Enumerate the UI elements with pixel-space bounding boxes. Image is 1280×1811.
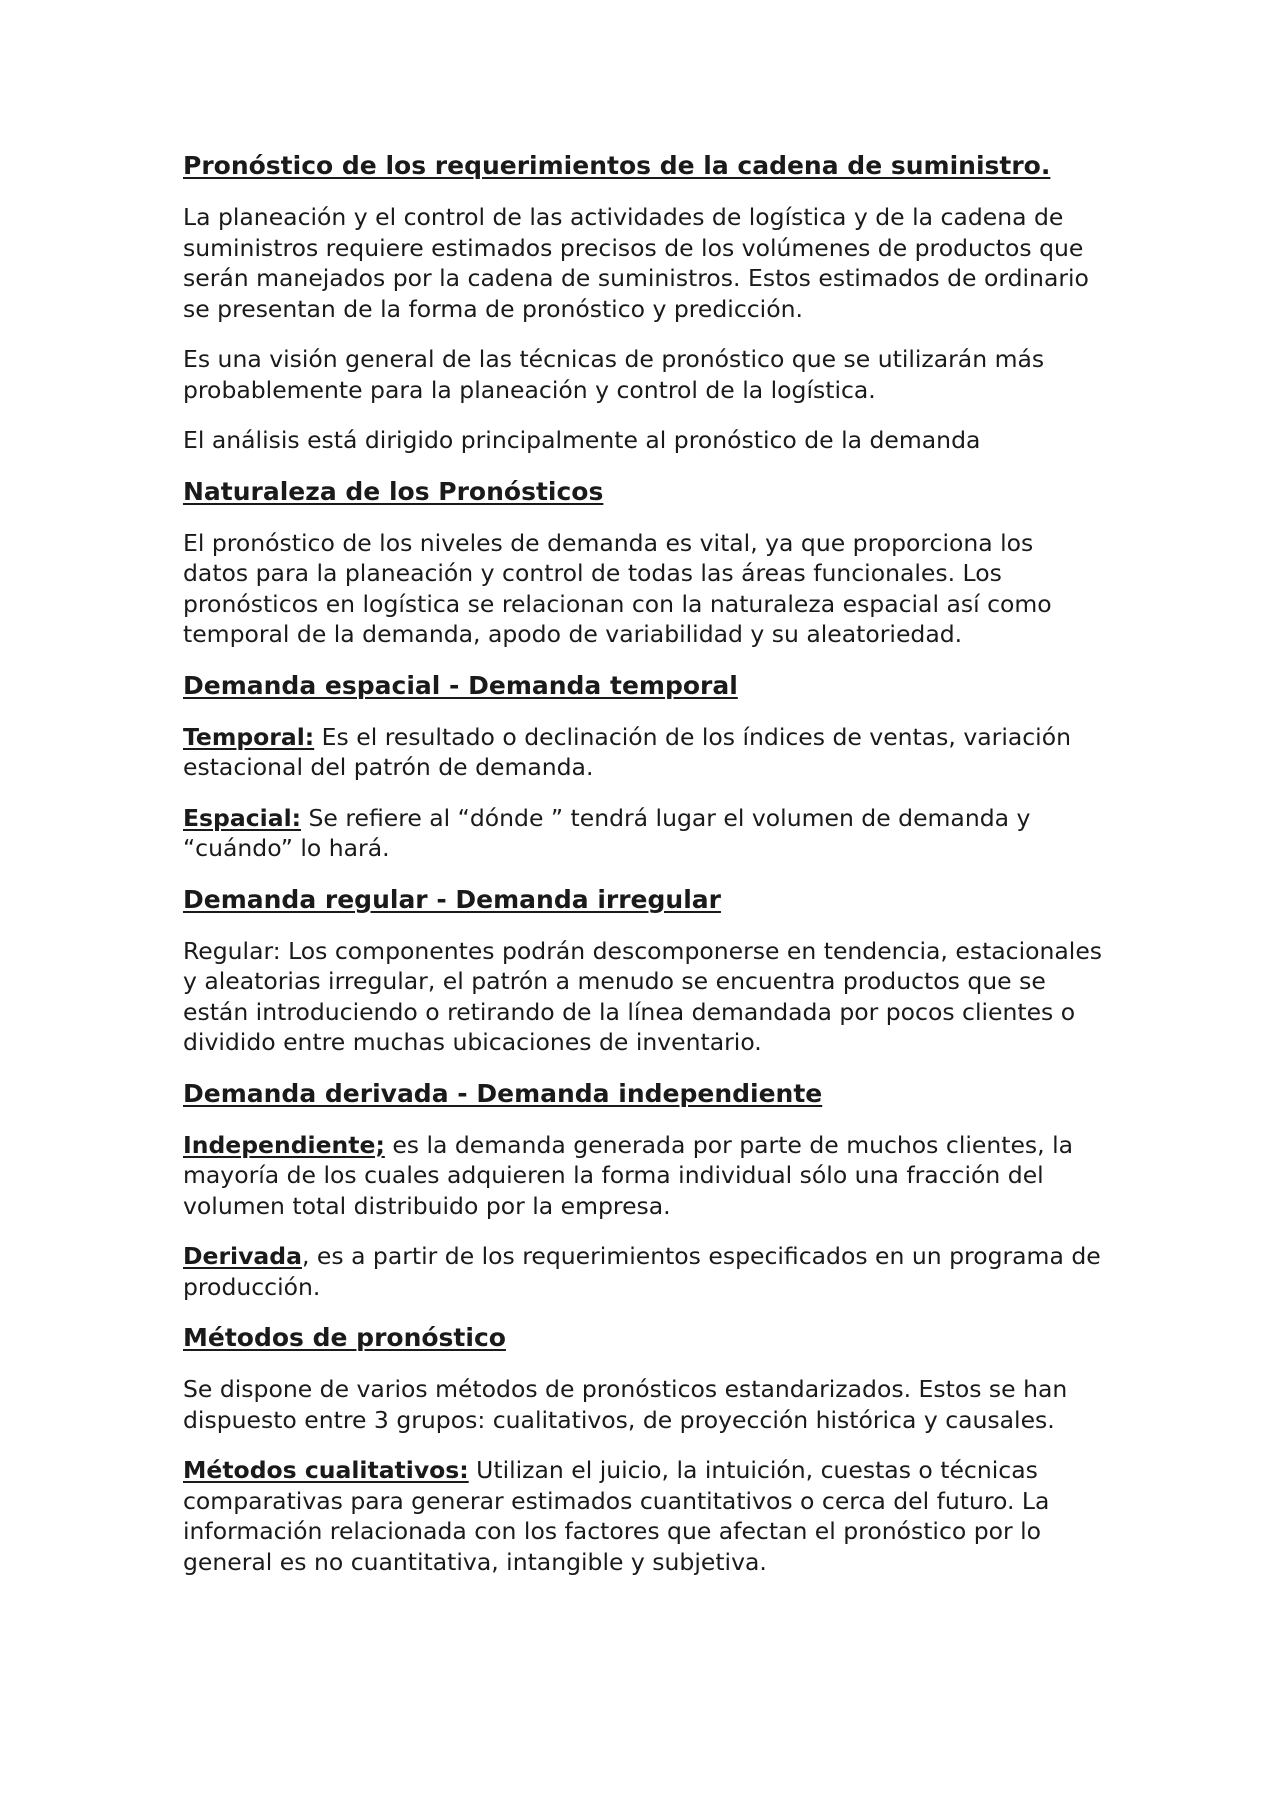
heading-regular-irregular: Demanda regular - Demanda irregular (183, 884, 721, 914)
paragraph-temporal (183, 722, 1103, 783)
document-page (183, 150, 1103, 1597)
paragraph-derivada (183, 1241, 1103, 1302)
heading-espacial-temporal: Demanda espacial - Demanda temporal (183, 670, 738, 700)
intro-paragraph-1: La planeación y el control de las actividades de logística y de la cadena de suministros requiere estimados precisos de los volúmenes de productos que serán manejados por la cadena de suministros. Estos estimados de ordinario se presentan de la forma de pronóstico y predicción. (183, 203, 1089, 323)
paragraph-naturaleza: El pronóstico de los niveles de demanda es vital, ya que proporciona los datos para la planeación y control de todas las áreas funcionales. Los pronósticos en logística se relacionan con la naturaleza espacial así como temporal de la demanda, apodo de variabilidad y su aleatoriedad. (183, 528, 1052, 648)
cualitativos-text: Utilizan el juicio, la intuición, cuestas o técnicas comparativas para generar estimados cuantitativos o cerca del futuro. La información relacionada con los factores que afectan el pronóstico por lo general es no cuantitativa, intangible y subjetiva. (183, 1456, 1050, 1576)
temporal-label: Temporal: (183, 722, 315, 751)
paragraph-espacial (183, 803, 1103, 864)
paragraph-independiente (183, 1130, 1103, 1222)
temporal-text: Es el resultado o declinación de los índices de ventas, variación estacional del patrón de demanda. (183, 722, 1071, 781)
heading-derivada-independiente: Demanda derivada - Demanda independiente (183, 1078, 823, 1108)
derivada-label: Derivada (183, 1242, 302, 1270)
independiente-label: Independiente; (183, 1130, 385, 1159)
intro-paragraph-2: Es una visión general de las técnicas de pronóstico que se utilizarán más probablemente para la planeación y control de la logística. (183, 345, 1045, 404)
espacial-text: Se refiere al “dónde ” tendrá lugar el volumen de demanda y “cuándo” lo hará. (183, 803, 1031, 862)
derivada-text: , es a partir de los requerimientos especificados en un programa de producción. (183, 1242, 1101, 1301)
heading-metodos: Métodos de pronóstico (183, 1323, 506, 1352)
intro-paragraph-3: El análisis está dirigido principalmente al pronóstico de la demanda (183, 426, 981, 454)
document-title: Pronóstico de los requerimientos de la cadena de suministro. (183, 151, 1051, 180)
cualitativos-label: Métodos cualitativos: (183, 1456, 469, 1484)
paragraph-regular: Regular: Los componentes podrán descomponerse en tendencia, estacionales y aleatorias irregular, el patrón a menudo se encuentra productos que se están introduciendo o retirando de la línea demandada por pocos clientes o dividido entre muchas ubicaciones de inventario. (183, 936, 1103, 1056)
espacial-label: Espacial: (183, 803, 302, 832)
heading-naturaleza: Naturaleza de los Pronósticos (183, 476, 604, 506)
independiente-text: es la demanda generada por parte de muchos clientes, la mayoría de los cuales adquieren la forma individual sólo una fracción del volumen total distribuido por la empresa. (183, 1130, 1074, 1220)
paragraph-cualitativos (183, 1455, 1103, 1577)
paragraph-metodos: Se dispone de varios métodos de pronósticos estandarizados. Estos se han dispuesto entre 3 grupos: cualitativos, de proyección histórica y causales. (183, 1375, 1068, 1434)
